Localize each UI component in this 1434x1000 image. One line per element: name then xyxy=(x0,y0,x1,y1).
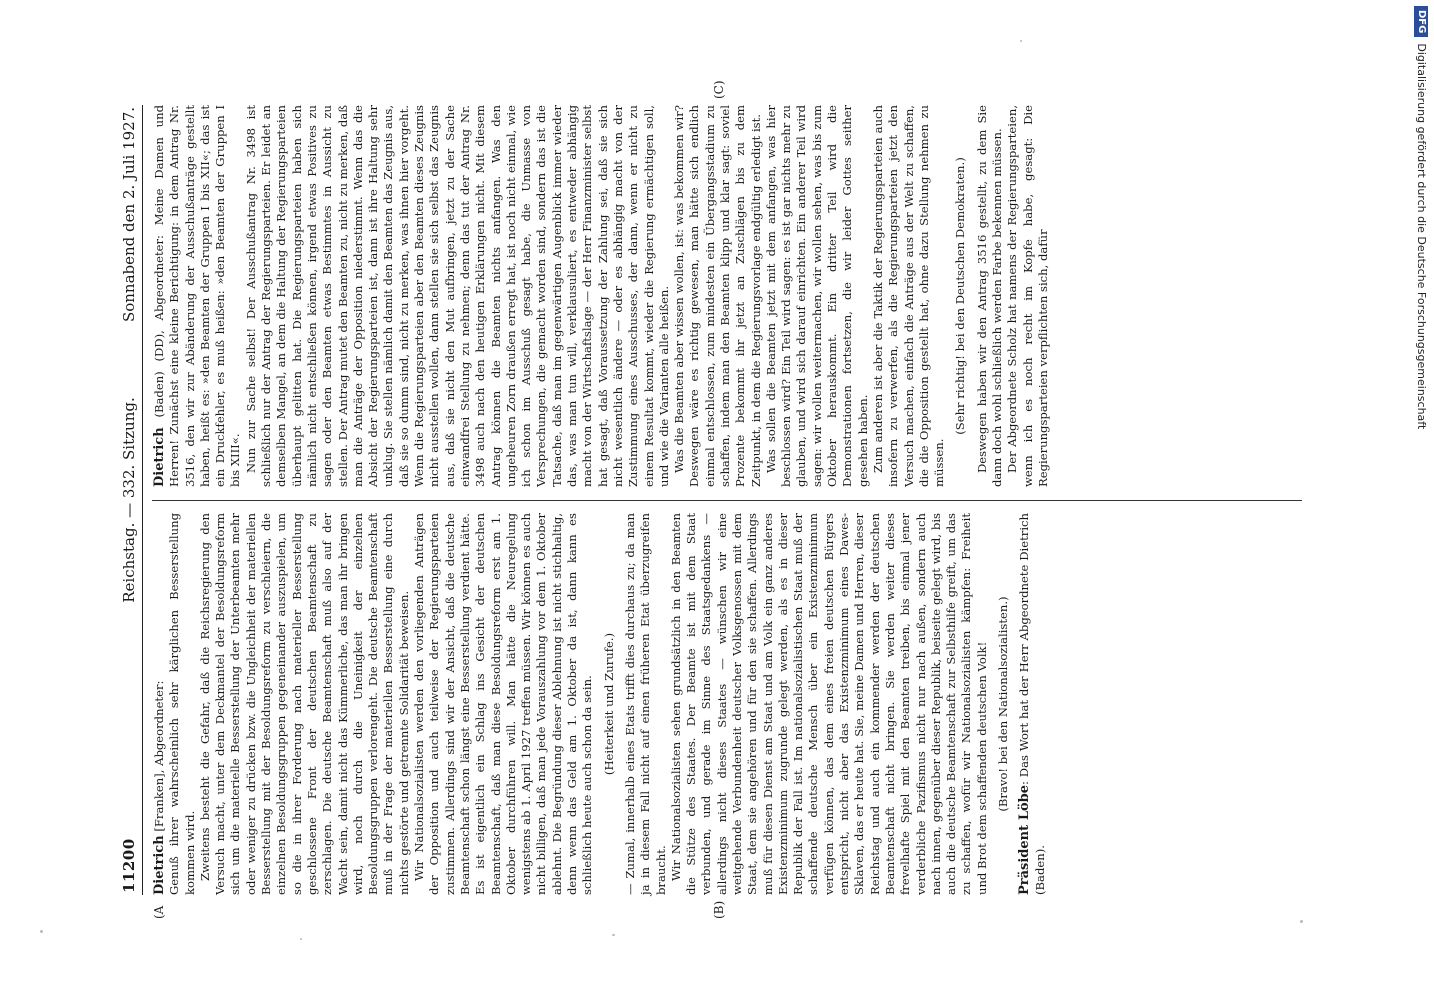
digitization-credit: Digitalisierung gefördert durch die Deutsche Forschungsgemeinschaft xyxy=(1415,43,1428,430)
dfg-logo: DFG xyxy=(1414,6,1428,37)
paragraph: Genuß ihrer wahrscheinlich sehr kärglichen Besserstellung kommen wird. xyxy=(167,513,197,895)
rotated-page-content xyxy=(112,80,1322,919)
speaker-paragraph xyxy=(152,105,244,487)
digitization-strip xyxy=(1412,6,1430,996)
scan-speck xyxy=(612,934,615,936)
right-column xyxy=(152,105,1051,487)
speaker-paragraph xyxy=(152,513,167,895)
speaker-name: Dietrich xyxy=(152,835,167,895)
page-number: 11200 xyxy=(120,838,138,893)
speaker-name: Dietrich xyxy=(152,427,167,487)
scan-speck xyxy=(1300,920,1303,923)
left-column xyxy=(152,513,1048,895)
paragraph: Wir Nationalsozialisten werden den vorliegenden Anträgen der Opposition und auch teilweise der Regierungsparteien zustimmen. Allerdings sind wir der Ansicht, daß die deutsche Beamtenschaft schon längst eine Besserstellung verdient hätte. Es ist eigentlich ein Schlag ins Gesicht der deutschen Beamtenschaft, daß man diese Besoldungsreform erst am 1. Oktober durchführen will. Man hätte die Neuregelung wenigstens ab 1. April 1927 treffen müssen. Wir können es auch nicht billigen, daß man jede Vorauszahlung vor dem 1. Oktober ablehnt. Die Begründung dieser Ablehnung ist nicht stichhaltig, denn wenn das Geld am 1. Oktober da ist, dann kann es schließlich heute auch schon da sein. xyxy=(412,513,595,895)
speaker-name: Präsident Löbe xyxy=(1017,784,1033,895)
paragraph: Zum anderen ist aber die Taktik der Regierungsparteien auch insofern zu verwerfen, als die Regierungsparteien jetzt den Versuch machen, einfach die Anträge aus der Welt zu schaffen, die die Opposition gestellt hat, ohne dazu Stellung nehmen zu müssen. xyxy=(870,105,947,487)
paragraph: Zweitens besteht die Gefahr, daß die Reichsregierung den Versuch macht, unter dem Deckmantel der Besoldungsreform sich um die materielle Besserstellung der Unterbeamten mehr oder weniger zu drücken bzw. die Ungleichheit der materiellen Besserstellung mit der Besoldungsreform zu verschleiern, die einzelnen Besoldungsgruppen gegeneinander auszuspielen, um so die in ihrer Forderung nach materieller Besserstellung geschlossene Front der deutschen Beamtenschaft zu zerschlagen. Die deutsche Beamtenschaft muß also auf der Wacht sein, damit nicht das Kümmerliche, das man ihr bringen wird, noch durch die Uneinigkeit der einzelnen Besoldungsgruppen verlorengeht. Die deutsche Beamtenschaft muß in der Frage der materiellen Besserstellung eine durch nichts gestörte und getrennte Solidarität beweisen. xyxy=(197,513,411,895)
speaker-paragraph xyxy=(1017,513,1048,895)
paragraph: Deswegen haben wir den Antrag 3516 gestellt, zu dem Sie dann doch wohl schließlich werden Farbe bekennen müssen. xyxy=(974,105,1005,487)
session-title: Reichstag. — 332. Sitzung. xyxy=(120,397,138,603)
session-date: Sonnabend den 2. Juli 1927. xyxy=(120,107,138,323)
scan-speck xyxy=(40,930,43,933)
speech-text: [Franken], Abgeordneter: xyxy=(152,680,166,836)
digitization-credit-line xyxy=(1412,6,1430,996)
interjection: (Sehr richtig! bei den Deutschen Demokraten.) xyxy=(953,157,968,435)
paragraph: Was die Beamten aber wissen wollen, ist: was bekommen wir? Deswegen wäre es richtig gewesen, man hätte sich endlich einmal entschlossen, zum mindesten ein Übergangsstadium zu schaffen, indem man den Beamten klipp und klar sagt: soviel Prozente bekommt ihr jetzt an Zuschlägen bis zu dem Zeitpunkt, in dem die Regierungsvorlage endgültig erledigt ist. xyxy=(672,105,763,487)
paragraph: Nun zur Sache selbst! Der Ausschußantrag Nr. 3498 ist schließlich nur der Antrag der Regierungsparteien. Er leidet an demselben Mangel, an dem die Haltung der Regierungsparteien überhaupt gelitten hat. Die Regierungsparteien haben sich nämlich nicht entschließen können, irgend etwas Positives zu sagen oder den Beamten etwas Bestimmtes in Aussicht zu stellen. Der Antrag mutet den Beamten zu, nicht zu merken, daß man die Anträge der Opposition niederstimmt. Wenn das die Absicht der Regierungsparteien ist, dann ist ihre Haltung sehr unklug. Sie stellen nämlich damit den Beamten das Zeugnis aus, daß sie so dumm sind, nicht zu merken, was ihnen hier vorgeht. Wenn die Regierungsparteien aber den Beamten dieses Zeugnis nicht ausstellen wollen, dann stellen sie sich selbst das Zeugnis aus, daß sie nicht den Mut aufbringen, jetzt zu der Sache einwandfrei Stellung zu nehmen; denn das tut der Antrag Nr. 3498 auch nach den heutigen Erklärungen nicht. Mit diesem Antrag können die Beamten nichts anfangen. Was den ungeheuren Zorn draußen erregt hat, ist noch nicht einmal, wie ich schon im Ausschuß gesagt habe, die Unmasse von Versprechungen, die gemacht worden sind, sondern das ist die Tatsache, daß man im gegenwärtigen Augenblick immer wieder das, was man tun will, verklausuliert, es entweder abhängig macht von der Wirtschaftslage — der Herr Finanzminister selbst hat gesagt, daß Voraussetzung der Zahlung sei, daß sie sich nicht wesentlich ändere — oder es abhängig macht von der Zustimmung eines Ausschusses, der dann, wenn er nicht zu einem Resultat kommt, wieder die Regierung ermächtigen soll, und wie die Varianten alle heißen. xyxy=(243,105,671,487)
scan-speck xyxy=(1020,40,1022,42)
scan-speck xyxy=(300,938,302,940)
speech-text: : Das Wort hat der Herr Abgeordnete Dietrich (Baden). xyxy=(1017,513,1047,895)
paragraph: — Zumal, innerhalb eines Etats trifft dies durchaus zu; da man ja in diesem Fall nicht auf einen früheren Etat überzugreifen braucht. xyxy=(622,513,668,895)
paragraph: Der Abgeordnete Scholz hat namens der Regierungsparteien, wenn ich es noch recht im Kopfe habe, gesagt: Die Regierungsparteien verpflichten sich, dafür xyxy=(1005,105,1050,487)
column-divider xyxy=(152,500,1302,501)
margin-mark-a: (A xyxy=(152,905,166,919)
running-head xyxy=(118,105,143,895)
margin-mark-b: (B) xyxy=(712,900,726,919)
interjection: (Bravo! bei den Nationalsozialisten.) xyxy=(996,596,1011,812)
paragraph: Wir Nationalsozialisten sehen grundsätzlich in den Beamten die Stütze des Staates. Der Beamte ist mit dem Staat verbunden, und gerade im Sinne des Staatsgedankens — allerdings nicht dieses Staates — wünschen wir eine weitgehende Verbundenheit deutscher Volksgenossen mit dem Staat, dem sie angehören und für den sie schaffen. Allerdings muß für diesen Dienst am Staat und am Volk ein ganz anderes Existenzminimum zugrunde gelegt werden, als es in dieser Republik der Fall ist. Im nationalsozialistischen Staat muß der schaffende deutsche Mensch über ein Existenzminimum verfügen können, das dem eines freien deutschen Bürgers entspricht, nicht aber das Existenzminimum eines Dawes-Sklaven, das er heute hat. Sie, meine Damen und Herren, dieser Reichstag und auch ein kommender werden der deutschen Beamtenschaft nicht bringen. Sie werden weiter dieses frevelhafte Spiel mit den Beamten treiben, bis einmal jener verderbliche Pazifismus nicht nur nach außen, sondern auch nach innen, gegenüber dieser Republik, beiseite gelegt wird, bis auch die deutsche Beamtenschaft zur Selbsthilfe greift, um das zu schaffen, wofür wir Nationalsozialisten kämpfen: Freiheit und Brot dem schaffenden deutschen Volk! xyxy=(668,513,989,895)
paragraph: Was sollen die Beamten jetzt mit dem anfangen, was hier beschlossen wird? Ein Teil wird sagen: es ist gar nichts mehr zu glauben, und wird sich darauf einrichten. Ein anderer Teil wird sagen: wir wollen weitermachen, wir wollen sehen, was bis zum Oktober herauskommt. Ein dritter Teil wird die Demonstrationen fortsetzen, die wir leider Gottes seither gesehen haben. xyxy=(763,105,870,487)
interjection: (Heiterkeit und Zurufe.) xyxy=(601,632,616,776)
margin-mark-c: (C) xyxy=(712,80,726,99)
speech-text: (Baden) (DD), Abgeordneter: Meine Damen und Herren! Zunächst eine kleine Berichtigung: in dem Antrag Nr. 3516, den wir zur Abänderung der Ausschußanträge gestellt haben, heißt es: »den Beamten der Gruppen I bis XII«; das ist ein Druckfehler, es muß heißen: »den Beamten der Gruppen I bis XIII«. xyxy=(152,105,243,487)
